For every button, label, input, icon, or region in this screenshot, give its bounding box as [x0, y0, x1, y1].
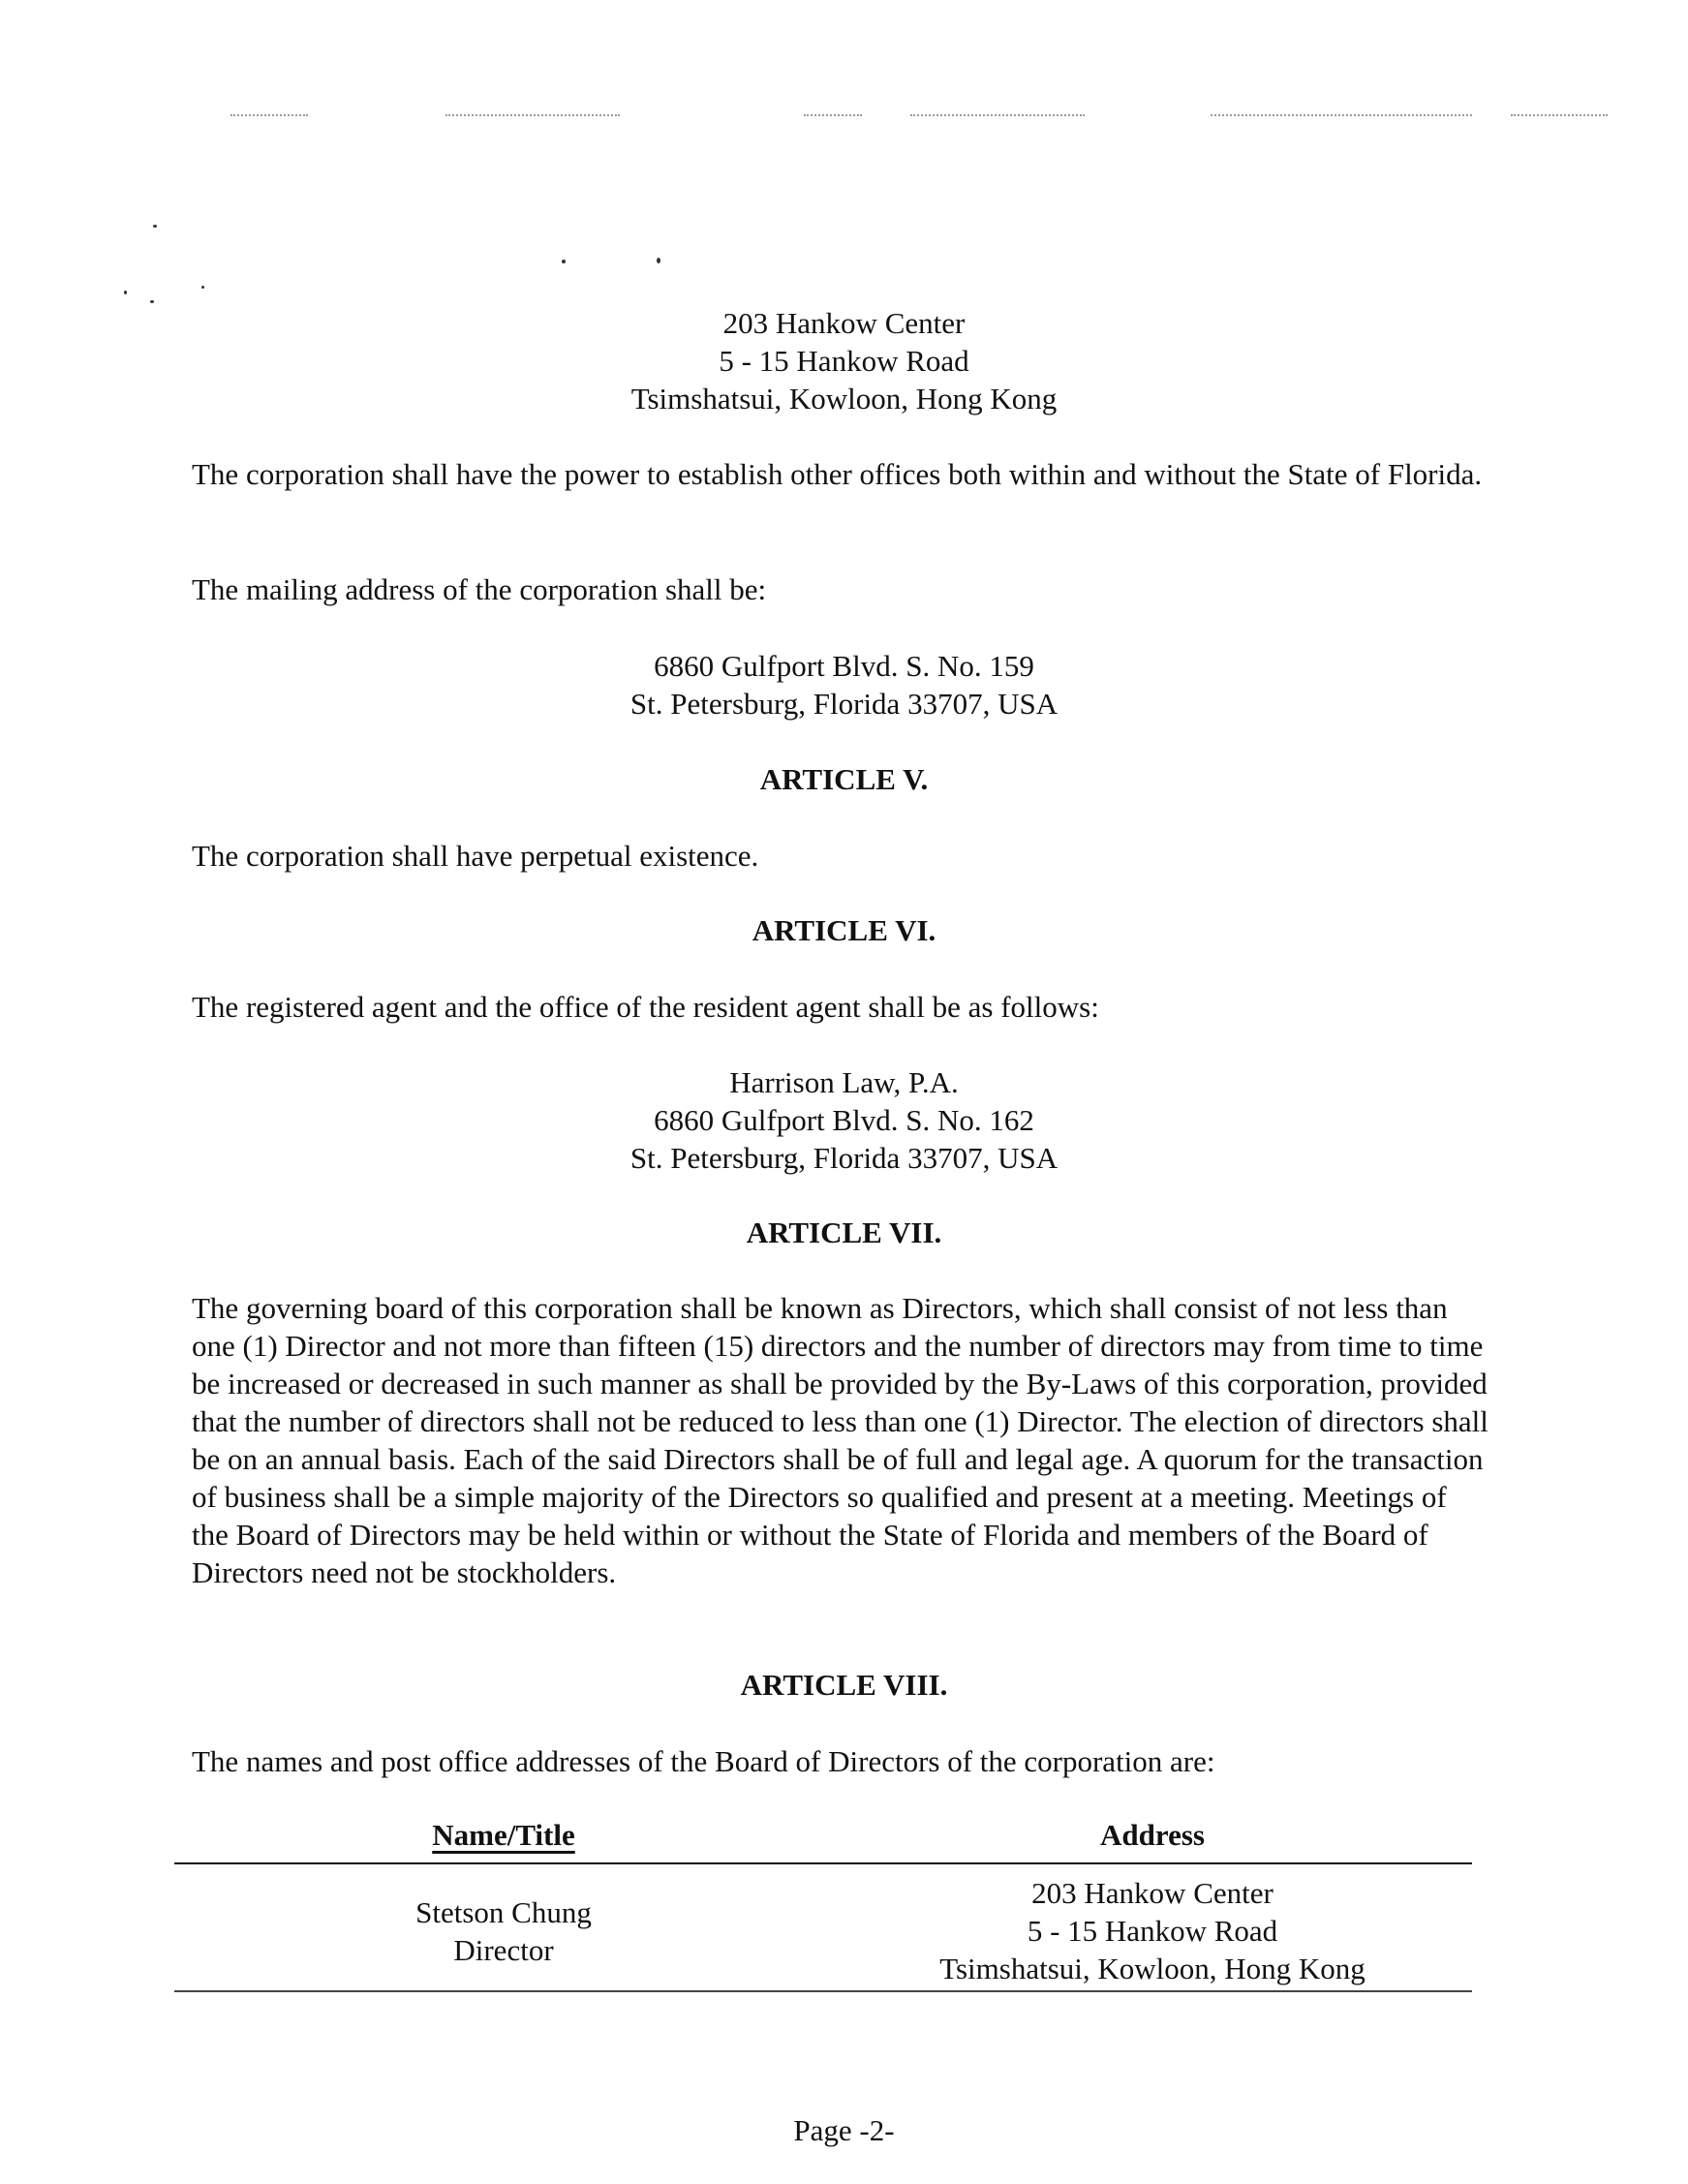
- column-header-name-title: [174, 1816, 833, 1855]
- article-7-text: The governing board of this corporation shall be known as Directors, which shall consist of not less than one (1) Director and not more than fifteen (15) directors and the number of directors may from time to time be increased or decreased in such manner as shall be provided by the By-Laws of this corporation, provided that the number of directors shall not be reduced to less than one (1) Director. The election of directors shall be on an annual basis. Each of the said Directors shall be of full and legal age. A quorum for the transaction of business shall be a simple majority of the Directors so qualified and present at a meeting. Meetings of the Board of Directors may be held within or without the State of Florida and members of the Board of Directors need not be stockholders.: [192, 1291, 1489, 1589]
- agent-address-line: St. Petersburg, Florida 33707, USA: [629, 1141, 1059, 1175]
- scan-speck: [153, 225, 157, 228]
- office-address-line: Tsimshatsui, Kowloon, Hong Kong: [630, 382, 1058, 415]
- scan-speck: [150, 300, 154, 303]
- scan-artifact: [910, 114, 1085, 118]
- director-address-cell: [833, 1874, 1472, 1987]
- column-header-address: Address: [1100, 1818, 1205, 1852]
- scan-speck: [201, 286, 204, 289]
- article-6-text: The registered agent and the office of the resident agent shall be as follows:: [192, 990, 1099, 1024]
- article-8-heading: ARTICLE VIII.: [740, 1668, 948, 1702]
- scan-artifact: [1211, 114, 1472, 118]
- registered-agent-address: [0, 1063, 1688, 1177]
- article-5-text: The corporation shall have perpetual existence.: [192, 839, 759, 873]
- mailing-address-line: 6860 Gulfport Blvd. S. No. 159: [654, 649, 1034, 683]
- agent-address-line: Harrison Law, P.A.: [729, 1065, 959, 1099]
- column-header-label: Name/Title: [432, 1818, 575, 1852]
- scan-speck: [657, 258, 660, 263]
- agent-address-line: 6860 Gulfport Blvd. S. No. 162: [654, 1103, 1034, 1137]
- scan-speck: [562, 260, 566, 263]
- table-row: [174, 1864, 1472, 1992]
- scan-artifact: [230, 114, 308, 118]
- scan-speck: [124, 291, 127, 294]
- article-8-text: The names and post office addresses of the Board of Directors of the corporation are:: [192, 1744, 1215, 1778]
- article-5-heading: ARTICLE V.: [759, 762, 929, 796]
- director-name: Stetson Chung: [415, 1895, 592, 1929]
- article-7-heading: ARTICLE VII.: [746, 1215, 942, 1249]
- offices-paragraph: The corporation shall have the power to establish other offices both within and without the State of Florida.: [192, 457, 1483, 491]
- scan-artifact: [445, 114, 620, 118]
- director-address-line: 5 - 15 Hankow Road: [1027, 1914, 1278, 1948]
- article-6-heading: ARTICLE VI.: [752, 913, 936, 947]
- office-address-line: 203 Hankow Center: [722, 306, 966, 340]
- mailing-intro: The mailing address of the corporation shall be:: [192, 572, 767, 606]
- director-name-cell: [174, 1893, 833, 1969]
- office-address-line: 5 - 15 Hankow Road: [719, 344, 969, 378]
- scan-artifact: [1511, 114, 1608, 118]
- office-address: [0, 304, 1688, 417]
- directors-table: [174, 1816, 1472, 1992]
- director-address-line: Tsimshatsui, Kowloon, Hong Kong: [939, 1952, 1366, 1985]
- scan-artifact: [804, 114, 862, 118]
- director-title: Director: [453, 1933, 554, 1967]
- table-header-row: [174, 1816, 1472, 1864]
- page-number: Page -2-: [793, 2113, 895, 2147]
- mailing-address: [0, 647, 1688, 723]
- mailing-address-line: St. Petersburg, Florida 33707, USA: [629, 687, 1059, 721]
- director-address-line: 203 Hankow Center: [1031, 1876, 1274, 1910]
